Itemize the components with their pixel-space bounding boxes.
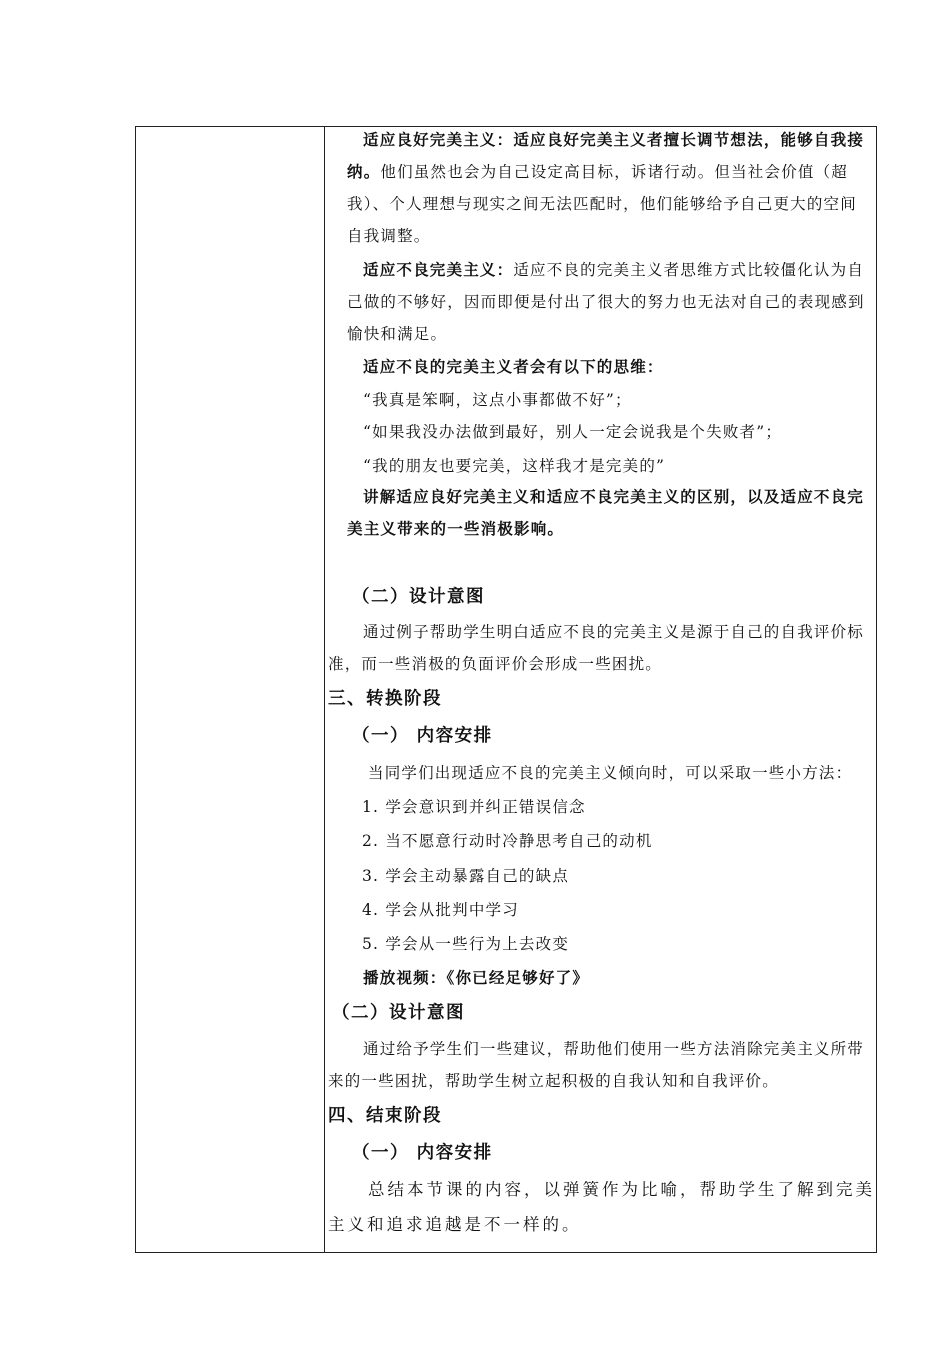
method-item-3: 3. 学会主动暴露自己的缺点 xyxy=(362,867,570,885)
method-item-4: 4. 学会从批判中学习 xyxy=(362,901,519,919)
term-adaptive-perfectionism: 适应良好完美主义： xyxy=(363,130,514,149)
method-item-1: 1. 学会意识到并纠正错误信念 xyxy=(362,798,586,816)
stage-four-line1: 总结本节课的内容，以弹簧作为比喻，帮助学生了解到完美 xyxy=(368,1180,875,1199)
maladaptive-thinking-heading: 适应不良的完美主义者会有以下的思维： xyxy=(363,357,664,376)
stage-three-subheading: （一） 内容安排 xyxy=(352,726,493,746)
paragraph-maladaptive-perfectionism-line2: 己做的不够好，因而即便是付出了很大的努力也无法对自己的表现感到 xyxy=(347,293,865,311)
paragraph-adaptive-perfectionism-line3: 我）、个人理想与现实之间无法匹配时，他们能够给予自己更大的空间 xyxy=(347,195,857,213)
method-item-2: 2. 当不愿意行动时冷静思考自己的动机 xyxy=(362,832,653,850)
paragraph-maladaptive-perfectionism-line1: 适应不良完美主义：适应不良的完美主义者思维方式比较僵化认为自 xyxy=(363,260,865,279)
explanation-line1: 讲解适应良好完美主义和适应不良完美主义的区别，以及适应不良完 xyxy=(363,487,865,506)
design-intent-2-line2: 来的一些困扰，帮助学生树立起积极的自我认知和自我评价。 xyxy=(328,1072,779,1090)
paragraph-adaptive-perfectionism-line1 xyxy=(363,130,864,150)
stage-four-heading: 四、结束阶段 xyxy=(328,1106,442,1126)
design-intent-1-line2: 准，而一些消极的负面评价会形成一些困扰。 xyxy=(328,655,663,673)
stage-three-heading: 三、转换阶段 xyxy=(328,689,442,709)
method-item-5: 5. 学会从一些行为上去改变 xyxy=(362,935,570,953)
quote-1: “我真是笨啊，这点小事都做不好”； xyxy=(363,391,632,409)
lesson-content-cell xyxy=(326,126,877,1253)
stage-four-line2: 主义和追求追越是不一样的。 xyxy=(328,1215,582,1234)
explanation-line2: 美主义带来的一些消极影响。 xyxy=(347,519,565,538)
design-intent-heading-2: （二）设计意图 xyxy=(332,1003,465,1023)
paragraph-adaptive-perfectionism-line2: 纳。他们虽然也会为自己设定高目标，诉诸行动。但当社会价值（超 xyxy=(347,162,849,181)
adaptive-definition: 适应良好完美主义者擅长调节想法，能够自我接 xyxy=(513,130,865,149)
column-divider xyxy=(324,126,325,1253)
quote-3: “我的朋友也要完美，这样我才是完美的” xyxy=(363,457,666,475)
stage-three-intro: 当同学们出现适应不良的完美主义倾向时，可以采取一些小方法： xyxy=(368,764,853,782)
quote-2: “如果我没办法做到最好，别人一定会说我是个失败者”； xyxy=(363,423,783,441)
design-intent-heading-1: （二）设计意图 xyxy=(352,587,485,607)
paragraph-maladaptive-perfectionism-line3: 愉快和满足。 xyxy=(347,325,448,343)
design-intent-2-line1: 通过给予学生们一些建议，帮助他们使用一些方法消除完美主义所带 xyxy=(363,1040,865,1058)
design-intent-1-line1: 通过例子帮助学生明白适应不良的完美主义是源于自己的自我评价标 xyxy=(363,623,865,641)
term-maladaptive-perfectionism: 适应不良完美主义： xyxy=(363,260,514,279)
paragraph-adaptive-perfectionism-line4: 自我调整。 xyxy=(347,227,431,245)
video-line: 播放视频：《你已经足够好了》 xyxy=(363,968,590,987)
stage-four-subheading: （一） 内容安排 xyxy=(352,1143,493,1163)
